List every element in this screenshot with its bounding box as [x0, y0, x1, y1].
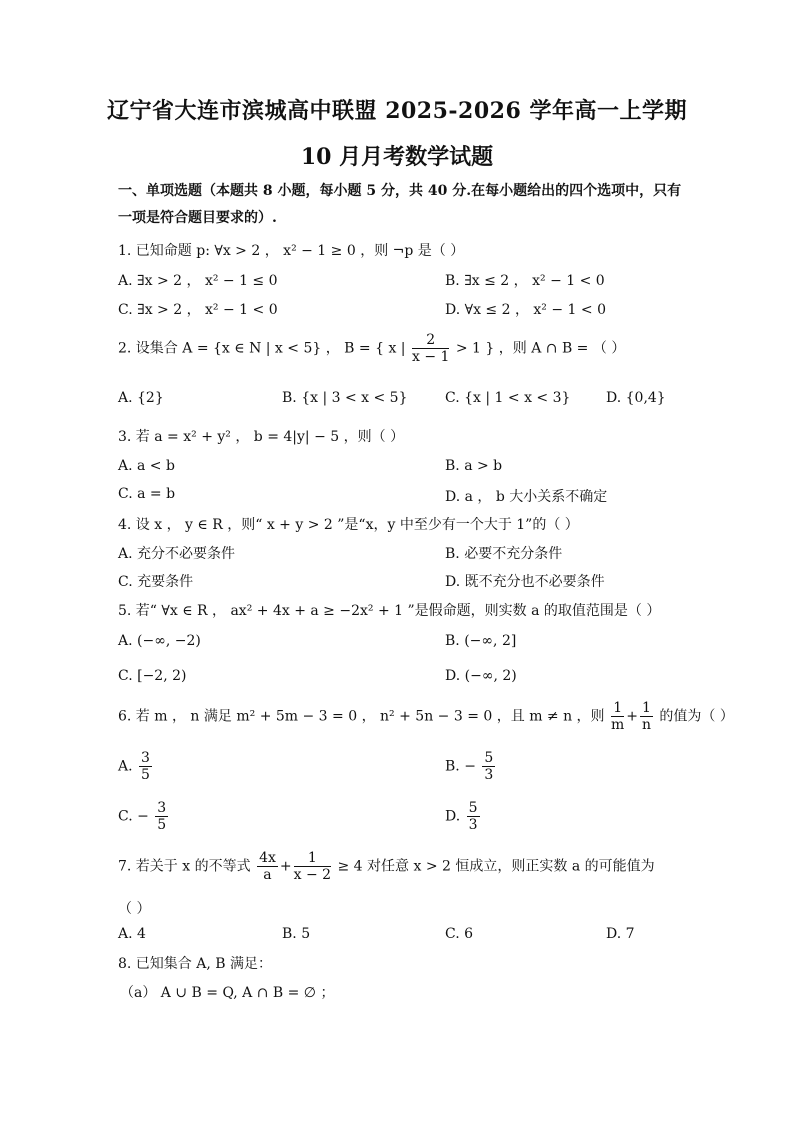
q2-stem [118, 332, 625, 365]
q2-option-b: B. {x | 3 < x < 5} [282, 390, 408, 406]
q1-option-c: C. ∃x > 2 ， x² − 1 < 0 [118, 302, 278, 318]
q6-d-num: 5 [468, 800, 478, 816]
q6-c-fraction [155, 800, 168, 833]
q6-plus: + [626, 708, 639, 725]
q2-stem-start: 2. 设集合 A = {x ∈ N | x < 5} ， B = { x | [118, 340, 406, 357]
q1-option-b: B. ∃x ≤ 2 ， x² − 1 < 0 [445, 273, 605, 289]
q2-stem-end: > 1 } ，则 A ∩ B = （ ） [455, 340, 626, 357]
q6-option-a [118, 750, 154, 783]
q5-option-c: C. [−2, 2) [118, 668, 187, 684]
q7-frac1-den: a [263, 867, 272, 883]
q7-option-d: D. 7 [606, 926, 635, 942]
q6-stem [118, 700, 734, 733]
q7-stem-end: ≥ 4 对任意 x > 2 恒成立，则正实数 a 的可能值为 [337, 858, 655, 875]
q3-option-c: C. a = b [118, 486, 176, 502]
q5-option-b: B. (−∞, 2] [445, 633, 517, 649]
q4-option-b: B. 必要不充分条件 [445, 546, 563, 562]
q6-option-d [445, 800, 482, 833]
q6-fraction-2 [640, 700, 653, 733]
q2-option-d: D. {0,4} [606, 390, 666, 406]
q6-a-num: 3 [141, 750, 150, 766]
q2-fraction [412, 332, 449, 365]
q1-option-d: D. ∀x ≤ 2 ， x² − 1 < 0 [445, 302, 606, 318]
q6-b-num: 5 [484, 750, 494, 766]
q6-a-label: A. [118, 758, 133, 775]
q1-option-a: A. ∃x > 2 ， x² − 1 ≤ 0 [118, 273, 278, 289]
q2-frac-den: x − 1 [411, 349, 450, 365]
q6-frac2-den: n [641, 717, 651, 733]
q6-c-num: 3 [157, 800, 167, 816]
q3-option-d: D. a ， b 大小关系不确定 [445, 489, 608, 505]
q7-frac1-num: 4x [259, 850, 276, 866]
q6-d-label: D. [445, 808, 461, 825]
title-line-1: 辽宁省大连市滨城高中联盟 2025-2026 学年高一上学期 [107, 98, 687, 124]
section-heading-line-2: 一项是符合题目要求的）. [118, 210, 277, 226]
q2-option-c: C. {x | 1 < x < 3} [445, 390, 571, 406]
q2-frac-num: 2 [412, 332, 449, 349]
q1-stem: 1. 已知命题 p: ∀x > 2 ， x² − 1 ≥ 0 ，则 ¬p 是（ ） [118, 243, 465, 259]
q7-frac2-den: x − 2 [293, 867, 332, 883]
q7-plus: + [279, 858, 292, 875]
q7-option-b: B. 5 [282, 926, 311, 942]
q3-option-a: A. a < b [118, 458, 175, 474]
q6-a-den: 5 [141, 767, 150, 783]
q5-option-a: A. (−∞, −2) [118, 633, 201, 649]
q6-option-c [118, 800, 170, 833]
q7-fraction-2 [294, 850, 331, 883]
q7-stem [118, 850, 655, 883]
q5-option-d: D. (−∞, 2) [445, 668, 517, 684]
q4-option-a: A. 充分不必要条件 [118, 546, 236, 562]
q7-frac2-num: 1 [294, 850, 331, 867]
q5-stem: 5. 若“ ∀x ∈ R ， ax² + 4x + a ≥ −2x² + 1 ”是假命题，则实数 a 的取值范围是（ ） [118, 603, 661, 619]
q7-option-a: A. 4 [118, 926, 146, 942]
q6-a-fraction [139, 750, 152, 783]
q8-stem: 8. 已知集合 A, B 满足： [118, 956, 273, 972]
q6-stem-start: 6. 若 m ， n 满足 m² + 5m − 3 = 0 ， n² + 5n − 3 = 0 ，且 m ≠ n ，则 [118, 708, 605, 725]
q6-c-den: 5 [157, 817, 167, 833]
q6-b-label: B. − [445, 758, 476, 775]
q6-c-label: C. − [118, 808, 149, 825]
section-heading-line-1: 一、单项选题（本题共 8 小题，每小题 5 分，共 40 分.在每小题给出的四个选项中，只有 [118, 183, 682, 199]
q3-option-b: B. a > b [445, 458, 503, 474]
q6-b-den: 3 [484, 767, 494, 783]
q6-b-fraction [482, 750, 495, 783]
q7-stem-start: 7. 若关于 x 的不等式 [118, 858, 251, 875]
q2-option-a: A. {2} [118, 390, 164, 406]
q6-d-den: 3 [468, 817, 478, 833]
q6-frac2-num: 1 [642, 700, 651, 716]
q6-frac1-num: 1 [611, 700, 624, 717]
q7-fraction-1 [257, 850, 278, 883]
q4-stem: 4. 设 x ， y ∈ R ，则“ x + y > 2 ”是“x，y 中至少有一个大于 1”的（ ） [118, 517, 579, 533]
q6-d-fraction [467, 800, 480, 833]
q7-option-c: C. 6 [445, 926, 474, 942]
q6-stem-end: 的值为（ ） [659, 708, 734, 725]
q8-condition-a: （a） A ∪ B = Q, A ∩ B = ∅ ； [120, 985, 335, 1001]
q3-stem: 3. 若 a = x² + y² ， b = 4|y| − 5 ，则（ ） [118, 429, 405, 445]
q4-option-d: D. 既不充分也不必要条件 [445, 574, 605, 590]
q6-option-b [445, 750, 497, 783]
q6-fraction-1 [611, 700, 624, 733]
q4-option-c: C. 充要条件 [118, 574, 194, 590]
title-line-2: 10 月月考数学试题 [300, 144, 494, 170]
q7-answer-paren: （ ） [118, 901, 151, 917]
q6-frac1-den: m [611, 717, 625, 733]
